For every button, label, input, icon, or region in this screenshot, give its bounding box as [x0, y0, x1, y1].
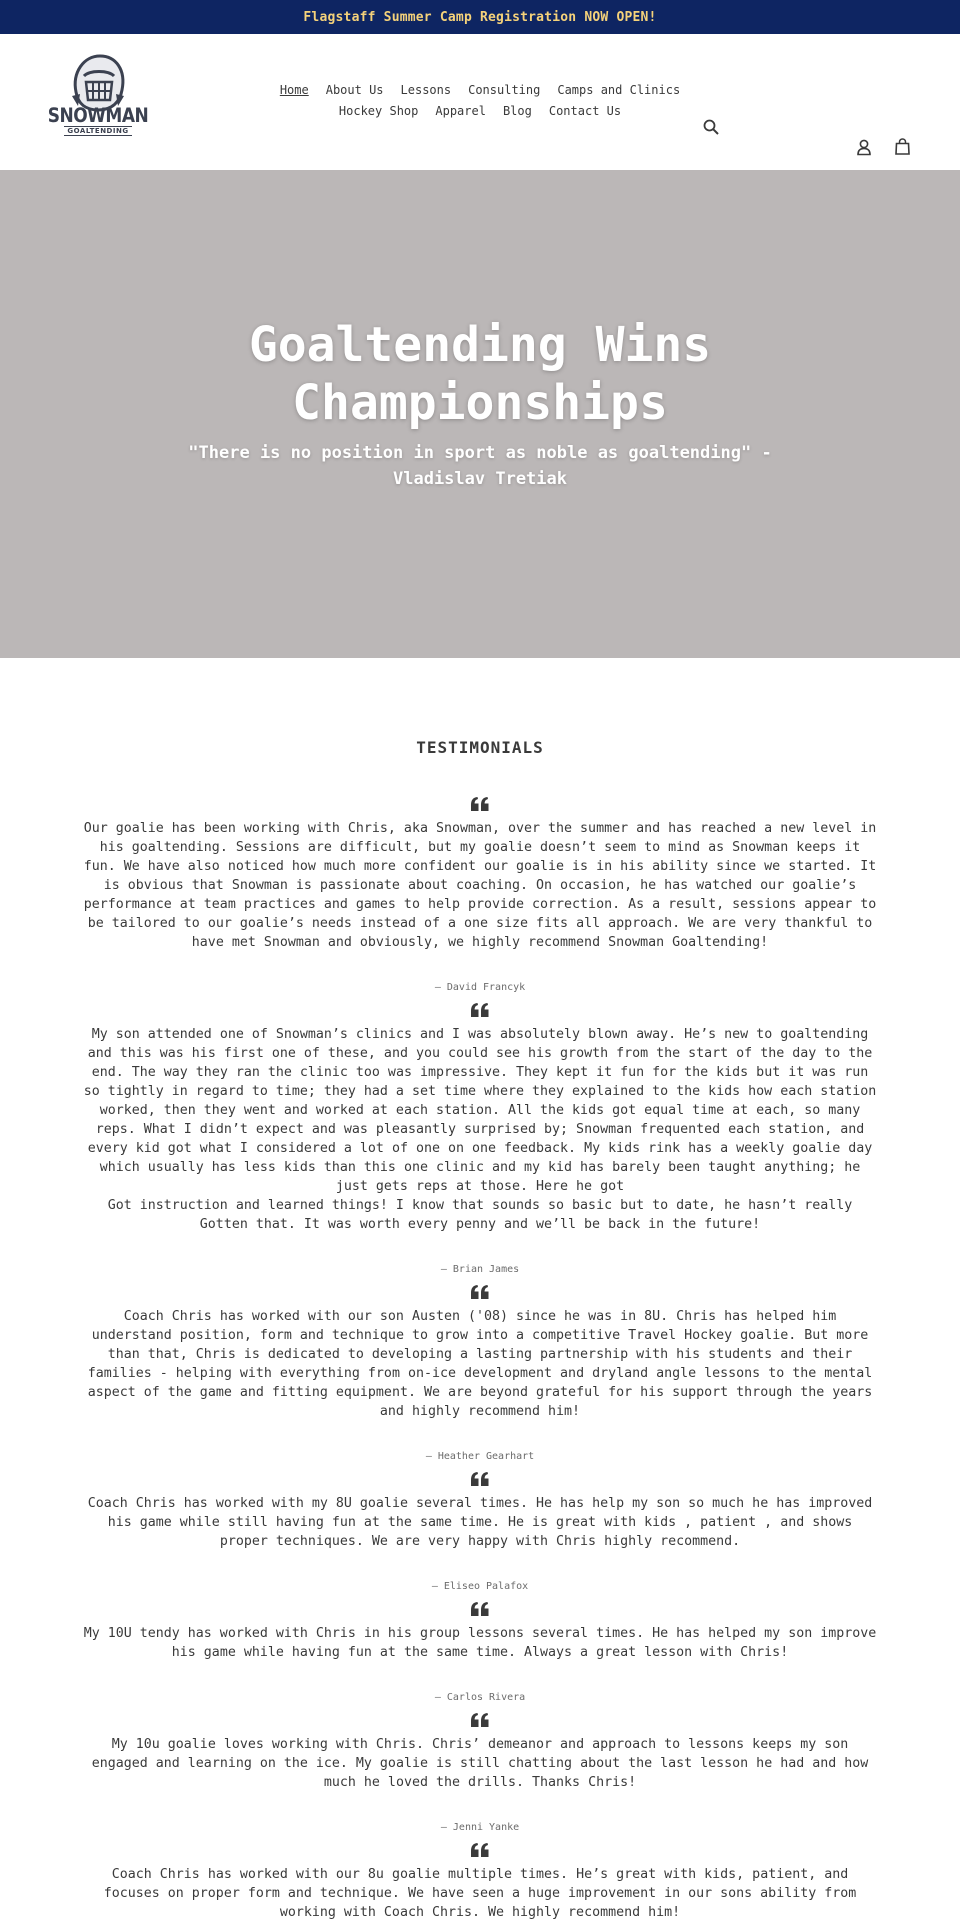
- testimonial-item: [0, 797, 960, 999]
- testimonial-item: [0, 1713, 960, 1839]
- testimonial-text: Coach Chris has worked with my 8U goalie several times. He has help my son so much he has improved his game while still having fun at the same time. He is great with kids , patient , and shows proper techniques. We are very happy with Chris highly recommend.: [87, 1496, 873, 1549]
- testimonial-author: — Brian James: [440, 1264, 520, 1275]
- quote-icon: [471, 1843, 489, 1857]
- nav-hockey-shop[interactable]: Hockey Shop: [338, 104, 419, 118]
- cart-icon[interactable]: [893, 136, 911, 156]
- testimonial-item: [0, 1285, 960, 1468]
- nav-contact-us[interactable]: Contact Us: [548, 104, 622, 118]
- testimonial-item: [0, 1843, 960, 1922]
- nav-apparel[interactable]: Apparel: [435, 104, 486, 118]
- logo-wordmark: SNOWMAN: [47, 104, 149, 128]
- testimonial-text: Our goalie has been working with Chris, aka Snowman, over the summer and has reached a new level in his goaltending. Sessions are difficult, but my goalie doesn’t seem to mind as Snowman keeps it fun. We have also noticed how much more confident our goalie is in his ability since we started. It is obvious that Snowman is passionate about coaching. On occasion, he has watched our goalie’s performance at team practices and games to help provide correction. As a result, sessions appear to be tailored to our goalie’s needs instead of a one size fits all approach. We are very thankful to have met Snowman and obviously, we highly recommend Snowman Goaltending!: [83, 821, 877, 950]
- nav-row-2: [339, 103, 621, 120]
- announcement-bar[interactable]: [0, 0, 960, 34]
- site-logo[interactable]: [44, 52, 152, 152]
- quote-icon: [471, 797, 489, 811]
- hero-title: Goaltending Wins Championships: [248, 317, 712, 431]
- site-header: [0, 34, 960, 170]
- testimonial-author: — Heather Gearhart: [425, 1451, 535, 1462]
- testimonial-author: — Carlos Rivera: [434, 1692, 526, 1703]
- testimonial-item: [0, 1602, 960, 1709]
- quote-icon: [471, 1285, 489, 1299]
- testimonials-section: [0, 658, 960, 1922]
- testimonial-text: My 10u goalie loves working with Chris. Chris’ demeanor and approach to lessons keeps my son engaged and learning on the ice. My goalie is still chatting about the last lesson he had and how much he loved the drills. Thanks Chris!: [91, 1737, 869, 1790]
- nav-row-1: [280, 82, 680, 99]
- quote-icon: [471, 1602, 489, 1616]
- quote-icon: [471, 1003, 489, 1017]
- testimonial-author: — Jenni Yanke: [440, 1822, 520, 1833]
- logo-subword: GOALTENDING: [64, 126, 131, 136]
- testimonial-text: My 10U tendy has worked with Chris in his group lessons several times. He has helped my son improve his game while having fun at the same time. Always a great lesson with Chris!: [83, 1626, 877, 1660]
- hero-quote: "There is no position in sport as noble as goaltending" - Vladislav Tretiak: [188, 443, 772, 489]
- nav-blog[interactable]: Blog: [502, 104, 532, 118]
- announcement-text: Flagstaff Summer Camp Registration NOW OPEN!: [303, 9, 657, 25]
- nav-home[interactable]: Home: [279, 83, 309, 97]
- quote-icon: [471, 1472, 489, 1486]
- nav-camps-and-clinics[interactable]: Camps and Clinics: [557, 83, 681, 97]
- main-nav: [260, 82, 700, 120]
- hero-banner: [0, 170, 960, 658]
- testimonial-item: [0, 1472, 960, 1598]
- testimonials-heading: TESTIMONIALS: [416, 738, 544, 757]
- testimonial-text: Coach Chris has worked with our 8u goalie multiple times. He’s great with kids, patient, and focuses on proper form and technique. We have seen a huge improvement in our sons ability from working with Coach Chris. We highly recommend him!: [103, 1867, 857, 1920]
- testimonial-text: My son attended one of Snowman’s clinics and I was absolutely blown away. He’s new to goaltending and this was his first one of these, and you could see his growth from the start of the day to the end. The way they ran the clinic too was impressive. They kept it fun for the kids but it was run so tightly in regard to time; they had a set time where they explained to the kids how each station worked, then they went and worked at each station. All the kids got equal time at each, so many reps. What I didn’t expect and was pleasantly surprised by; Snowman frequented each station, and every kid got what I considered a lot of one on one feedback. My kids rink has a weekly goalie day which usually has less kids than this one clinic and my kid has barely been taught anything; he just gets reps at those. Here he got Got instruction and learned things! I know that sounds so basic but to date, he hasn’t really Gotten that. It was worth every penny and we’ll be back in the future!: [83, 1027, 877, 1232]
- nav-about-us[interactable]: About Us: [325, 83, 384, 97]
- quote-icon: [471, 1713, 489, 1727]
- nav-consulting[interactable]: Consulting: [468, 83, 541, 97]
- testimonial-author: — David Francyk: [434, 982, 526, 993]
- testimonial-text: Coach Chris has worked with our son Austen ('08) since he was in 8U. Chris has helped him understand position, form and technique to grow into a competitive Travel Hockey goalie. But more than that, Chris is dedicated to developing a lasting partnership with his students and their families - helping with everything from on-ice development and dryland angle lessons to the mental aspect of the game and fitting equipment. We are beyond grateful for his support through the years and highly recommend him!: [87, 1309, 873, 1419]
- nav-lessons[interactable]: Lessons: [400, 83, 452, 97]
- testimonial-item: [0, 1003, 960, 1281]
- search-icon[interactable]: [702, 118, 720, 136]
- testimonial-author: — Eliseo Palafox: [431, 1581, 529, 1592]
- account-icon[interactable]: [855, 138, 873, 156]
